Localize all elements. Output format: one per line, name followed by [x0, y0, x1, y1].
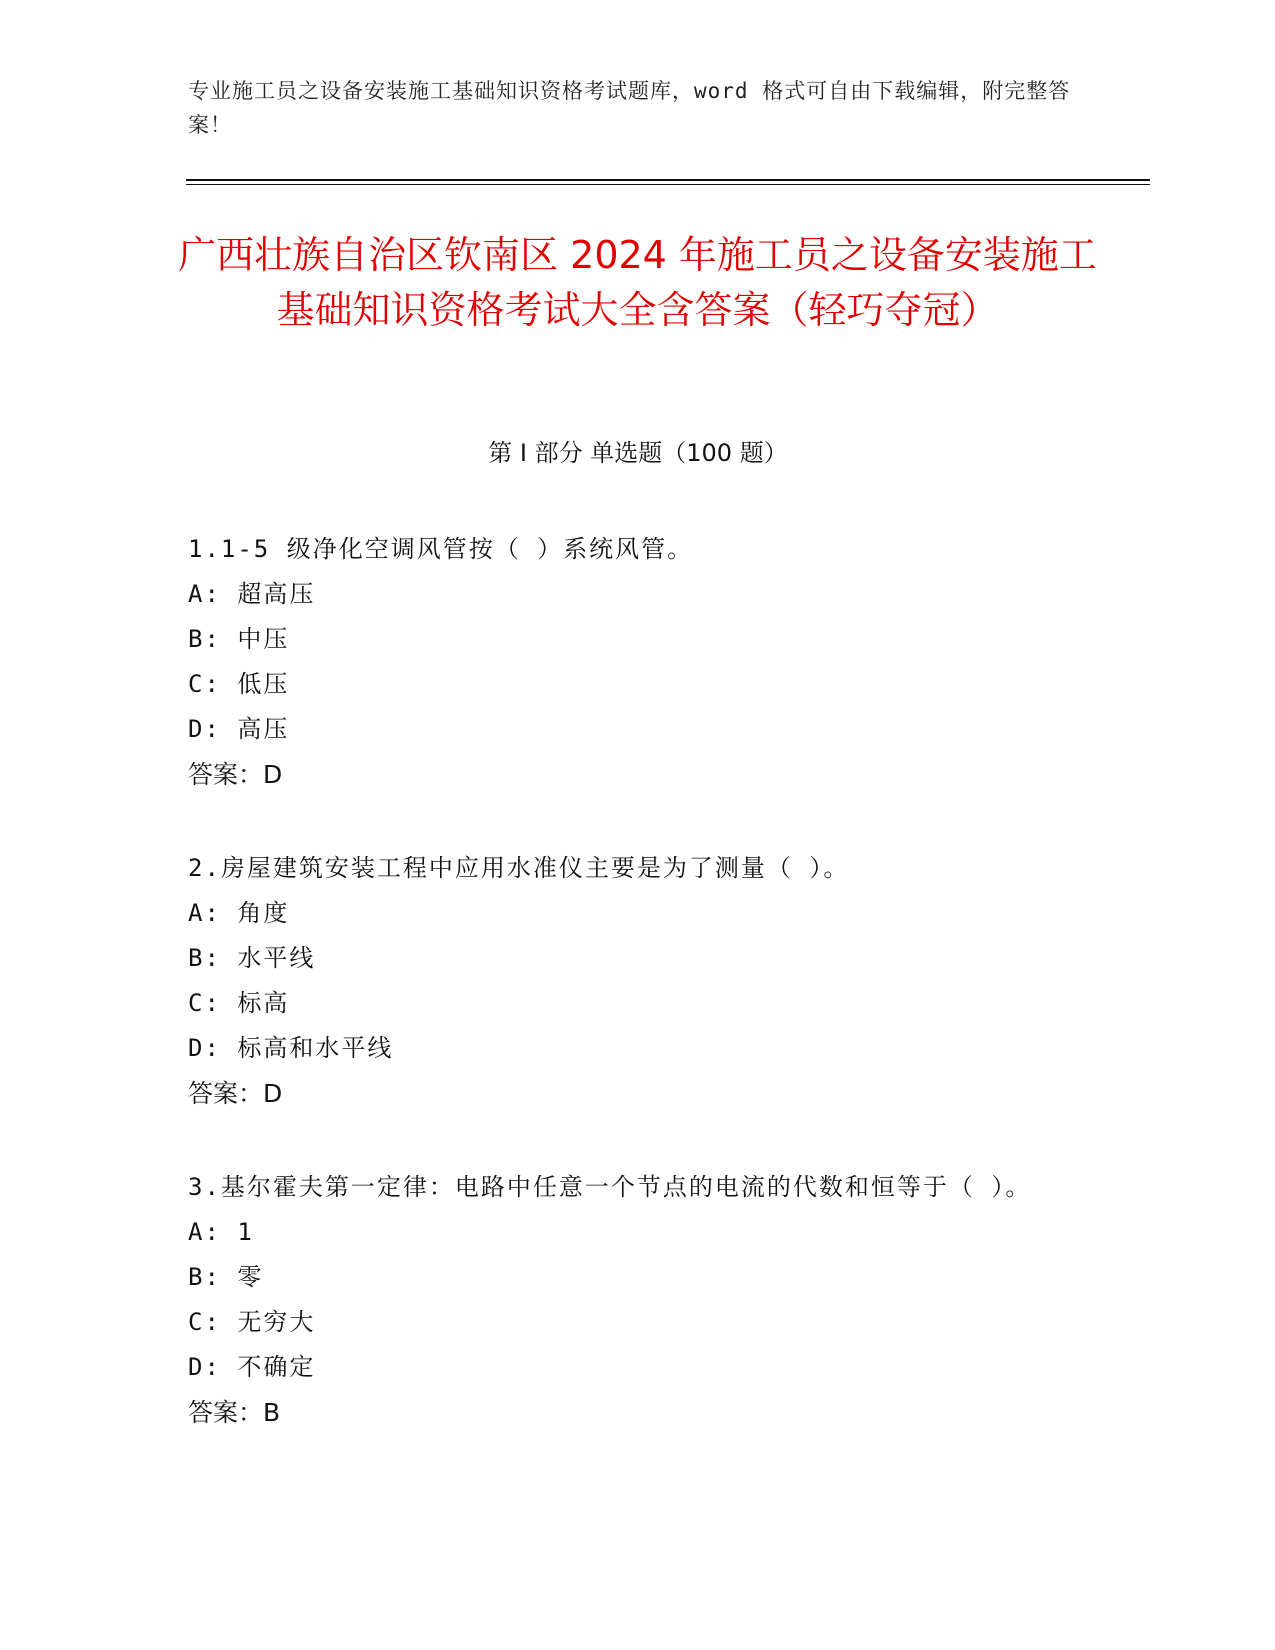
question-item	[188, 1164, 1088, 1435]
header-divider-thin	[186, 184, 1150, 185]
section-heading: 第 I 部分 单选题（100 题）	[488, 439, 788, 467]
answer-line: 答案：D	[188, 760, 283, 789]
option-d: D: 高压	[188, 715, 290, 743]
option-a: A: 1	[188, 1218, 254, 1246]
option-d: D: 标高和水平线	[188, 1034, 394, 1062]
header-divider-thick	[186, 179, 1150, 181]
option-c: C: 无穷大	[188, 1308, 316, 1336]
option-b: B: 中压	[188, 625, 290, 653]
header-note: 专业施工员之设备安装施工基础知识资格考试题库，word 格式可自由下载编辑，附完整答案！	[188, 79, 1071, 137]
option-c: C: 低压	[188, 670, 290, 698]
question-stem: 1.1-5 级净化空调风管按（ ）系统风管。	[188, 535, 694, 563]
answer-line: 答案：D	[188, 1079, 283, 1108]
option-a: A: 超高压	[188, 580, 316, 608]
question-item	[188, 845, 1088, 1116]
option-b: B: 零	[188, 1263, 264, 1291]
answer-line: 答案：B	[188, 1398, 281, 1427]
question-list	[188, 526, 1088, 1483]
question-stem: 3.基尔霍夫第一定律：电路中任意一个节点的电流的代数和恒等于（ ）。	[188, 1173, 1032, 1201]
question-stem: 2.房屋建筑安装工程中应用水准仪主要是为了测量（ ）。	[188, 854, 850, 882]
option-b: B: 水平线	[188, 944, 316, 972]
option-a: A: 角度	[188, 899, 290, 927]
option-d: D: 不确定	[188, 1353, 316, 1381]
question-item	[188, 526, 1088, 797]
option-c: C: 标高	[188, 989, 290, 1017]
document-title: 广西壮族自治区钦南区 2024 年施工员之设备安装施工基础知识资格考试大全含答案（轻巧夺冠）	[178, 233, 1097, 332]
